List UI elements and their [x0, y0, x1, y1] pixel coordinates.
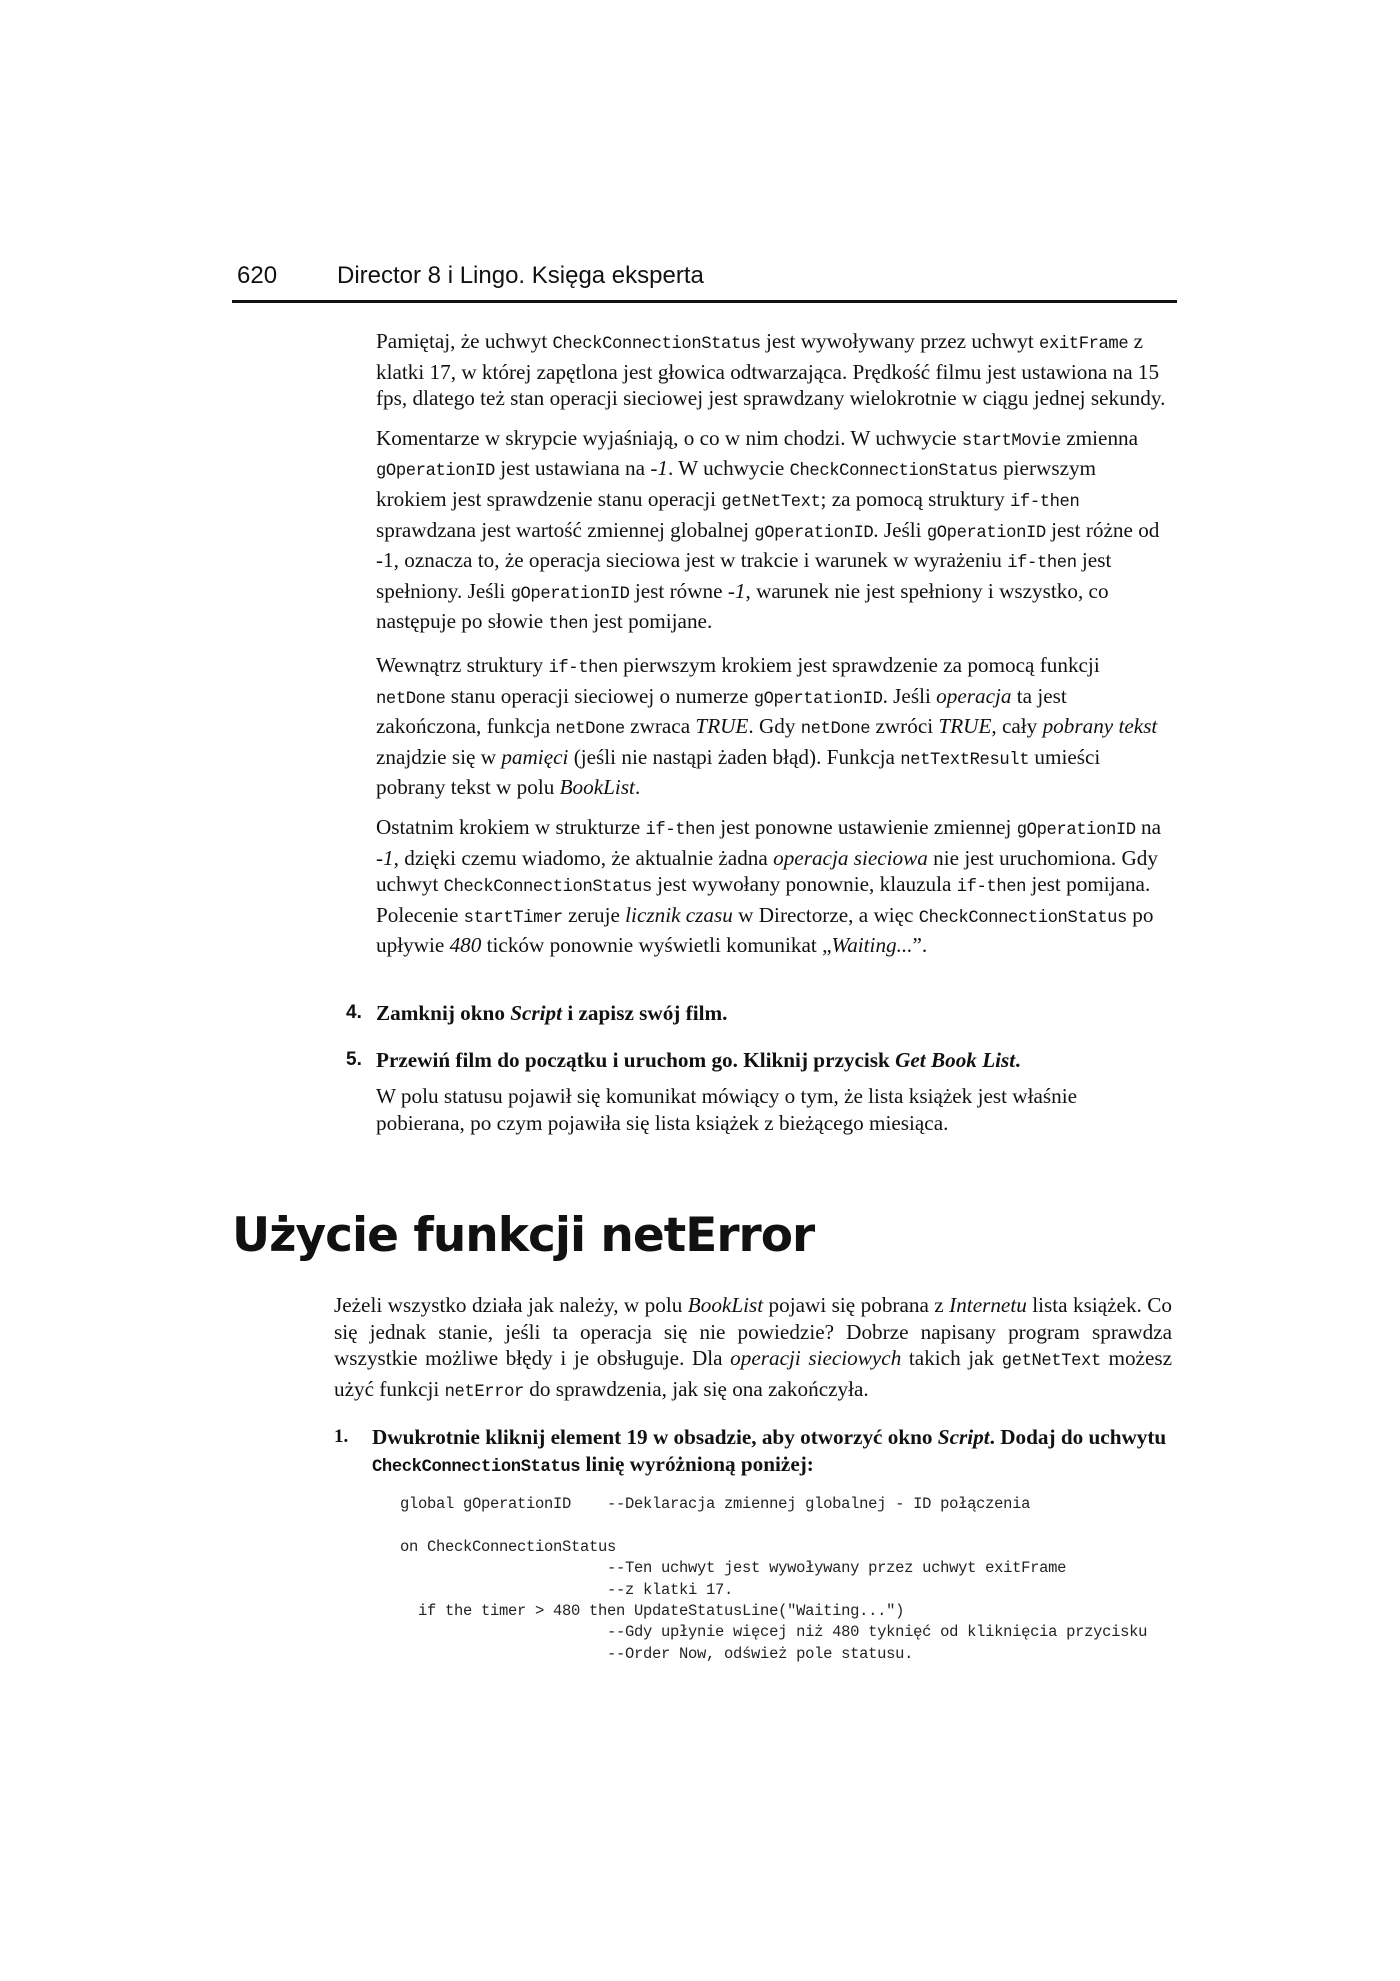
- step-number: 4.: [346, 1002, 362, 1023]
- page-number: 620: [237, 262, 278, 289]
- steps-list: [346, 1000, 1166, 1136]
- step-text: Zamknij okno Script i zapisz swój film.: [376, 1001, 728, 1025]
- step-number: 5.: [346, 1048, 362, 1070]
- step-4: [346, 1000, 1166, 1027]
- step-5-result: W polu statusu pojawił się komunikat mówiący o tym, że lista książek jest właśnie pobierana, po czym pojawiła się lista książek z bieżącego miesiąca.: [376, 1084, 1078, 1135]
- book-title: Director 8 i Lingo. Księga eksperta: [337, 262, 704, 289]
- section-heading: Użycie funkcji netError: [232, 1208, 815, 1263]
- step-text: Przewiń film do początku i uruchom go. Kliknij przycisk Get Book List.: [376, 1047, 1021, 1072]
- step-5: [346, 1047, 1166, 1074]
- step-text: Dwukrotnie kliknij element 19 w obsadzie, aby otworzyć okno Script. Dodaj do uchwytu CheckConnectionStatus linię wyróżnioną poniżej:: [372, 1425, 1167, 1477]
- section-intro-paragraph: Jeżeli wszystko działa jak należy, w polu BookList pojawi się pobrana z Internetu lista książek. Co się jednak stanie, jeśli ta operacja się nie powiedzie? Dobrze napisany program sprawdza wszystkie możliwe błędy i je obsługuje. Dla operacji sieciowych takich jak getNetText możesz użyć funkcji netError do sprawdzenia, jak się ona zakończyła.: [334, 1293, 1173, 1402]
- body-text-block: [376, 328, 1166, 972]
- step-1: [334, 1424, 1172, 1481]
- code-listing: global gOperationID --Deklaracja zmiennej globalnej - ID połączenia on CheckConnectionStatus --Ten uchwyt jest wywoływany przez uchwyt exitFrame --z klatki 17. if the timer > 480 then UpdateStatusLine("Waiting...") --Gdy upłynie więcej niż 480 tyknięć od kliknięcia przycisku --Order Now, odśwież pole statusu.: [400, 1495, 1148, 1663]
- step-number: 1.: [334, 1426, 349, 1447]
- paragraph-4: Ostatnim krokiem w strukturze if-then jest ponowne ustawienie zmiennej gOperationID na -1, dzięki czemu wiadomo, że aktualnie żadna operacja sieciowa nie jest uruchomiona. Gdy uchwyt CheckConnectionStatus jest wywołany ponownie, klauzula if-then jest pomijana. Polecenie startTimer zeruje licznik czasu w Directorze, a więc CheckConnectionStatus po upływie 480 ticków ponownie wyświetli komunikat „Waiting...”.: [376, 814, 1162, 958]
- paragraph-1: Pamiętaj, że uchwyt CheckConnectionStatus jest wywoływany przez uchwyt exitFrame z klatki 17, w której zapętlona jest głowica odtwarzająca. Prędkość filmu jest ustawiona na 15 fps, dlatego też stan operacji sieciowej jest sprawdzany wielokrotnie w ciągu jednej sekundy.: [376, 329, 1166, 411]
- paragraph-2: Komentarze w skrypcie wyjaśniają, o co w nim chodzi. W uchwycie startMovie zmienna gOperationID jest ustawiana na -1. W uchwycie CheckConnectionStatus pierwszym krokiem jest sprawdzenie stanu operacji getNetText; za pomocą struktury if-then sprawdzana jest wartość zmiennej globalnej gOperationID. Jeśli gOperationID jest różne od -1, oznacza to, że operacja sieciowa jest w trakcie i warunek w wyrażeniu if-then jest spełniony. Jeśli gOperationID jest równe -1, warunek nie jest spełniony i wszystko, co następuje po słowie then jest pomijane.: [376, 425, 1160, 635]
- paragraph-3: Wewnątrz struktury if-then pierwszym krokiem jest sprawdzenie za pomocą funkcji netDone stanu operacji sieciowej o numerze gOpertationID. Jeśli operacja ta jest zakończona, funkcja netDone zwraca TRUE. Gdy netDone zwróci TRUE, cały pobrany tekst znajdzie się w pamięci (jeśli nie nastąpi żaden błąd). Funkcja netTextResult umieści pobrany tekst w polu BookList.: [376, 652, 1158, 800]
- running-header: [232, 262, 1177, 303]
